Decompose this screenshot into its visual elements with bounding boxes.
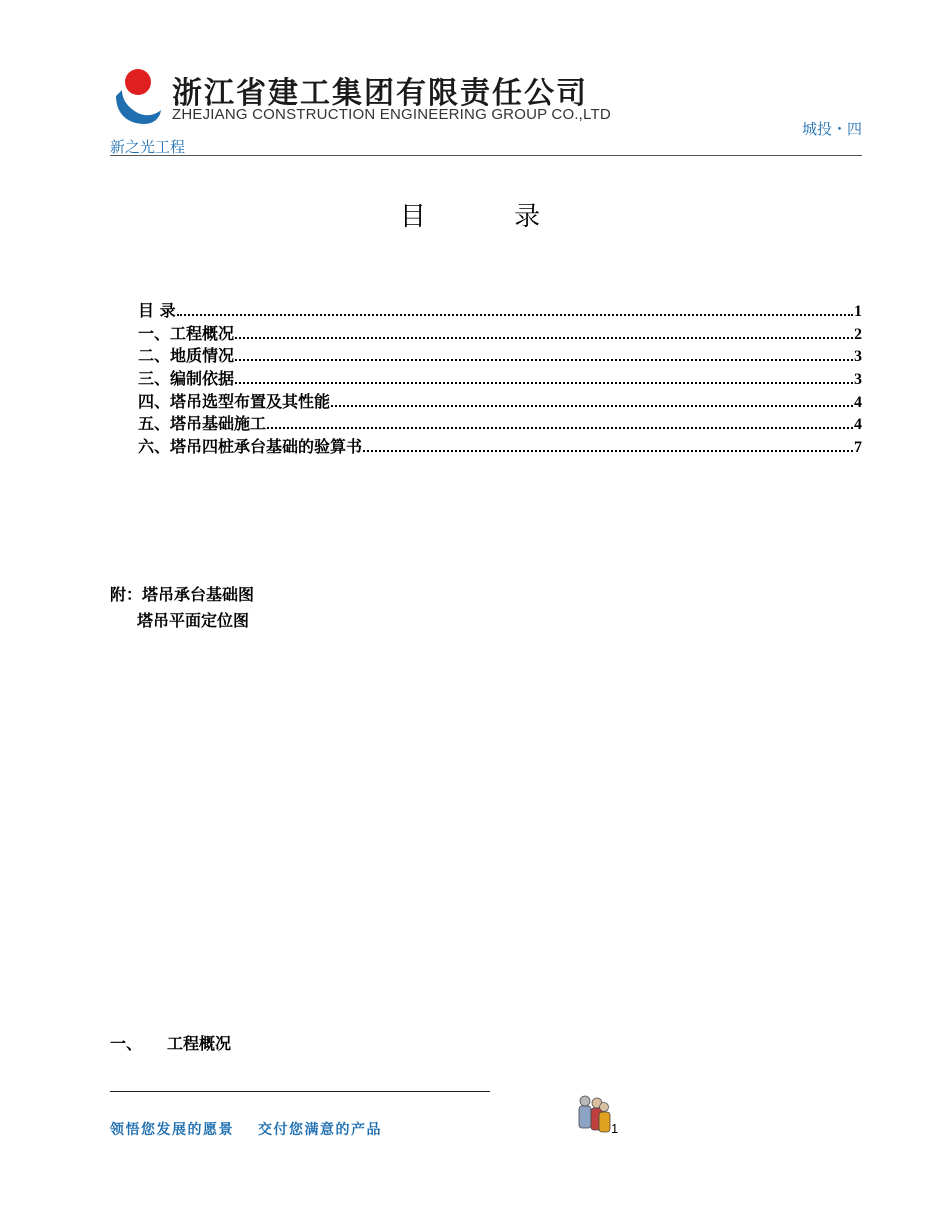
appendix-line-2: 塔吊平面定位图 [137, 611, 250, 630]
footer-divider [110, 1091, 490, 1092]
company-logo-icon [114, 66, 162, 128]
toc-leader [331, 405, 853, 407]
toc-entry[interactable] [138, 389, 862, 412]
toc-entry-label: 四、塔吊选型布置及其性能 [138, 391, 331, 411]
project-name: 新之光工程 [110, 138, 186, 156]
toc-entry-page: 7 [854, 439, 862, 457]
section-number: 一、 [110, 1034, 143, 1053]
toc-entry[interactable] [138, 366, 862, 389]
toc-leader [267, 427, 853, 429]
toc-leader [235, 359, 853, 361]
toc-entry-label: 三、编制依据 [138, 369, 235, 389]
toc-entry-label: 目 录 [138, 301, 176, 320]
header-divider [110, 155, 862, 156]
toc-leader [235, 337, 853, 339]
company-name-cn: 浙江省建工集团有限责任公司 [172, 76, 588, 111]
toc-entry-page: 4 [854, 416, 862, 434]
toc-entry-label: 一、工程概况 [138, 323, 235, 343]
footer-slogan-1: 领悟您发展的愿景 [110, 1122, 234, 1138]
toc-entry[interactable] [138, 321, 862, 344]
toc-leader [363, 450, 853, 452]
company-name-en: ZHEJIANG CONSTRUCTION ENGINEERING GROUP CO.,LTD [172, 106, 611, 123]
people-group-icon [576, 1094, 612, 1134]
footer-slogan-2: 交付您满意的产品 [258, 1122, 382, 1138]
page-title: 目 录 [399, 202, 581, 232]
toc-entry-label: 二、地质情况 [138, 346, 235, 366]
table-of-contents [138, 298, 862, 457]
toc-entry[interactable] [138, 434, 862, 457]
toc-entry-page: 1 [854, 303, 862, 320]
toc-entry[interactable] [138, 411, 862, 434]
toc-entry-page: 4 [854, 393, 862, 411]
appendix-line-1: 附：塔吊承台基础图 [110, 585, 255, 604]
section-title: 工程概况 [167, 1034, 232, 1053]
toc-entry-label: 五、塔吊基础施工 [138, 414, 267, 434]
toc-entry-page: 3 [854, 348, 862, 366]
toc-entry-page: 2 [854, 325, 862, 343]
toc-entry[interactable] [138, 298, 862, 321]
toc-entry[interactable] [138, 343, 862, 366]
page-number: 1 [611, 1121, 619, 1136]
toc-entry-page: 3 [854, 371, 862, 389]
project-code: 城投・四 [801, 120, 862, 138]
toc-leader [177, 314, 853, 316]
toc-leader [235, 382, 853, 384]
toc-entry-label: 六、塔吊四桩承台基础的验算书 [138, 437, 363, 457]
